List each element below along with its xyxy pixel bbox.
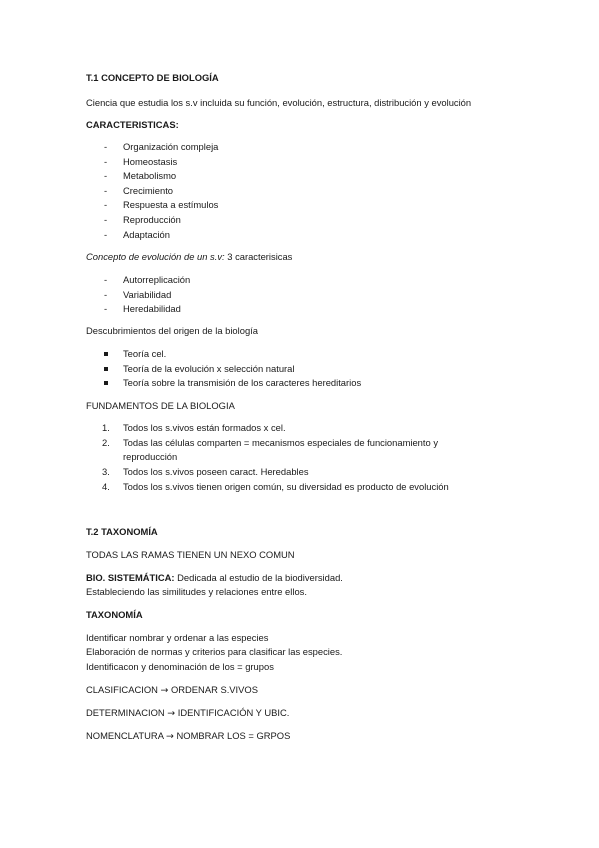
concepto-label: Concepto de evolución de un s.v:	[86, 251, 225, 262]
list-item: Metabolismo	[123, 170, 177, 181]
right-arrow-icon: →	[160, 685, 169, 696]
section-title-t1: T.1 CONCEPTO DE BIOLOGÍA	[86, 72, 219, 83]
arrow-line-left: DETERMINACION	[86, 707, 168, 718]
biology-definition: Ciencia que estudia los s.v incluida su función, evolución, estructura, distribución y evolución	[86, 97, 472, 108]
list-item: Todos los s.vivos poseen caract. Heredables	[123, 466, 309, 477]
list-item: Autorreplicación	[123, 274, 191, 285]
list-bullet-dash: -	[104, 170, 108, 181]
list-item: Respuesta a estímulos	[123, 199, 219, 210]
arrow-line-right: IDENTIFICACIÓN Y UBIC.	[175, 707, 290, 718]
list-bullet-dash: -	[104, 156, 108, 167]
taxonomia-line: Elaboración de normas y criterios para clasificar las especies.	[86, 646, 343, 657]
arrow-line-determinacion	[86, 707, 289, 720]
list-item: Reproducción	[123, 214, 181, 225]
list-bullet-dash: -	[104, 274, 108, 285]
list-item: Todas las células comparten = mecanismos especiales de funcionamiento y	[123, 437, 439, 448]
list-number: 2.	[102, 437, 110, 448]
arrow-line-right: NOMBRAR LOS = GRPOS	[173, 730, 291, 741]
taxonomia-heading: TAXONOMÍA	[86, 609, 143, 620]
list-bullet-square	[104, 381, 108, 385]
arrow-line-left: NOMENCLATURA	[86, 730, 167, 741]
list-bullet-dash: -	[104, 199, 108, 210]
list-item: Organización compleja	[123, 141, 219, 152]
list-number: 3.	[102, 466, 110, 477]
descubrimientos-heading: Descubrimientos del origen de la biología	[86, 325, 258, 336]
taxonomia-line: Identificar nombrar y ordenar a las especies	[86, 632, 269, 643]
list-bullet-square	[104, 367, 108, 371]
list-item: Todos los s.vivos tienen origen común, su diversidad es producto de evolución	[123, 481, 449, 492]
arrow-line-nomenclatura	[86, 730, 290, 743]
list-number: 4.	[102, 481, 110, 492]
arrow-line-left: CLASIFICACION	[86, 684, 161, 695]
caracteristicas-heading: CARACTERISTICAS:	[86, 119, 179, 130]
list-bullet-dash: -	[104, 229, 108, 240]
fundamentos-heading: FUNDAMENTOS DE LA BIOLOGIA	[86, 400, 235, 411]
list-item: Adaptación	[123, 229, 170, 240]
bio-sistematica-text: Dedicada al estudio de la biodiversidad.	[174, 572, 343, 583]
list-bullet-dash: -	[104, 214, 108, 225]
arrow-line-right: ORDENAR S.VIVOS	[168, 684, 258, 695]
list-item: Teoría cel.	[123, 348, 167, 359]
list-item: Crecimiento	[123, 185, 174, 196]
bio-sistematica-line2: Estableciendo las similitudes y relaciones entre ellos.	[86, 586, 307, 597]
arrow-line-clasificacion	[86, 684, 258, 697]
list-item: Todos los s.vivos están formados x cel.	[123, 422, 286, 433]
list-item: Teoría sobre la transmisión de los caracteres hereditarios	[123, 377, 362, 388]
bio-sistematica-label: BIO. SISTEMÁTICA:	[86, 572, 175, 583]
list-bullet-dash: -	[104, 289, 108, 300]
concepto-text: 3 caracterisicas	[224, 251, 293, 262]
right-arrow-icon: →	[167, 708, 176, 719]
bio-sistematica	[86, 572, 343, 584]
list-item: Teoría de la evolución x selección natural	[123, 363, 295, 374]
section-title-t2: T.2 TAXONOMÍA	[86, 526, 158, 537]
list-bullet-dash: -	[104, 303, 108, 314]
list-bullet-dash: -	[104, 185, 108, 196]
nexo-text: TODAS LAS RAMAS TIENEN UN NEXO COMUN	[86, 549, 295, 560]
list-item: Heredabilidad	[123, 303, 181, 314]
list-bullet-dash: -	[104, 141, 108, 152]
list-item-continuation: reproducción	[123, 451, 178, 462]
list-number: 1.	[102, 422, 110, 433]
right-arrow-icon: →	[166, 731, 174, 742]
list-item: Homeostasis	[123, 156, 178, 167]
concepto-evolucion	[86, 251, 292, 263]
list-bullet-square	[104, 352, 108, 356]
list-item: Variabilidad	[123, 289, 172, 300]
taxonomia-line: Identificacon y denominación de los = grupos	[86, 661, 274, 672]
